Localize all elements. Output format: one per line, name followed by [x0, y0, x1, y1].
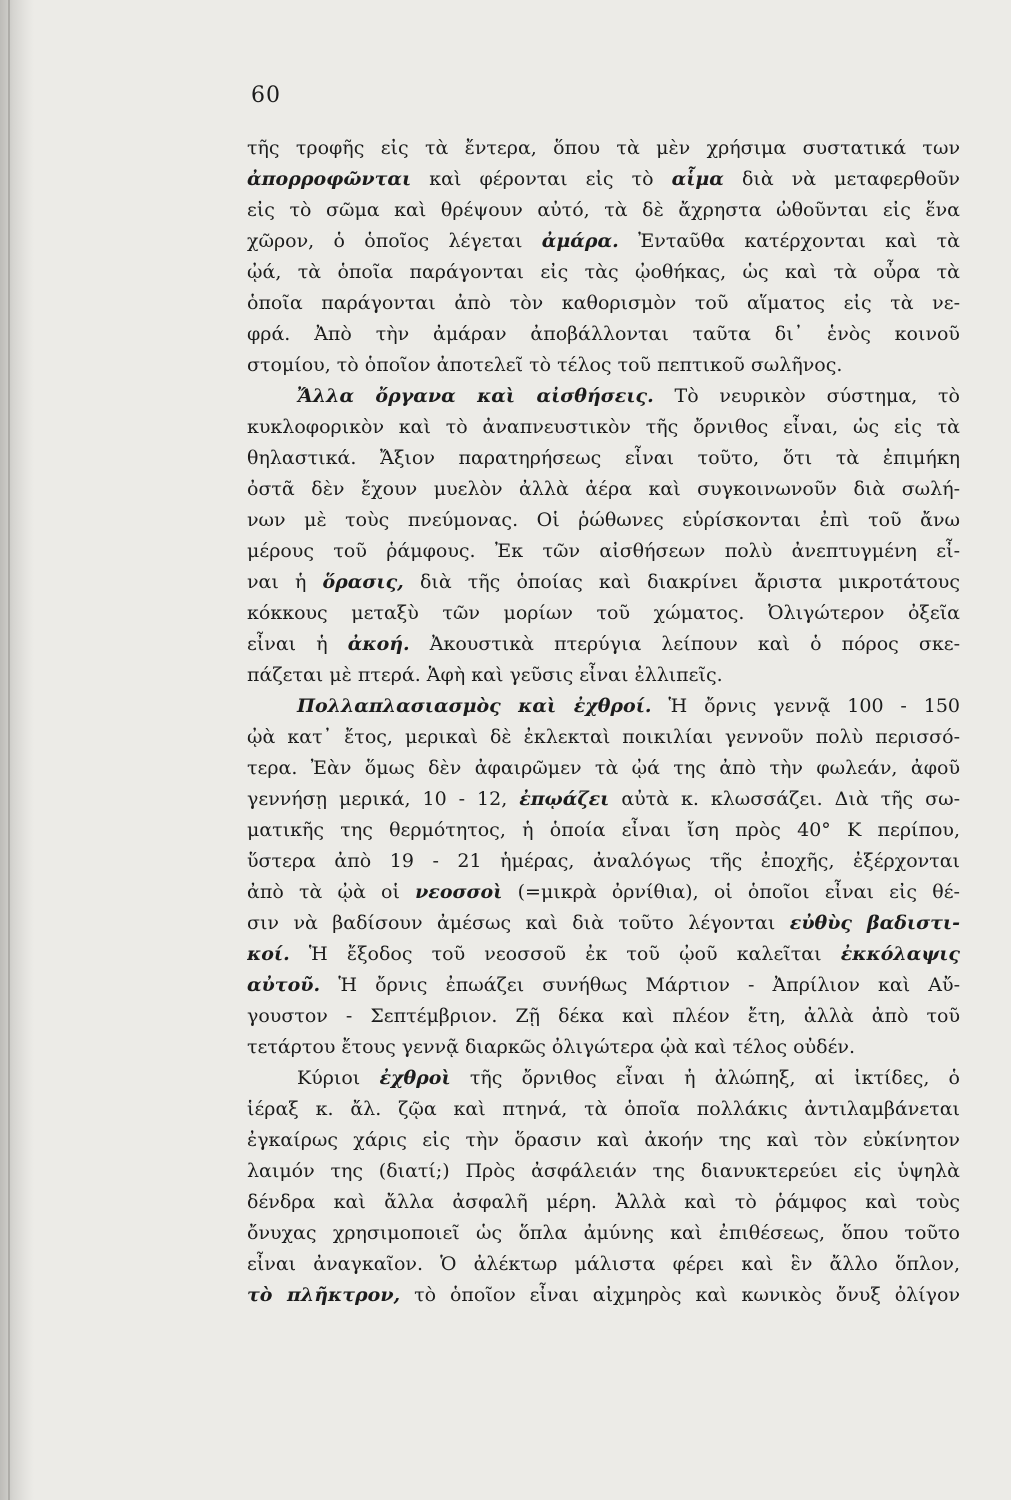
text-segment: Ἀκουστικὰ πτερύγια λείπουν καὶ ὁ πόρος σκε- [409, 633, 960, 655]
emphasized-term: ἀκοή. [347, 633, 410, 655]
text-segment: τῆς τροφῆς εἰς τὰ ἔντερα, ὅπου τὰ μὲν χρήσιμα συστατικά των [247, 137, 960, 159]
emphasized-term: ἐχθροὶ [379, 1067, 451, 1089]
text-segment: διὰ τῆς ὁποίας καὶ διακρίνει ἄριστα μικροτάτους [403, 571, 960, 593]
emphasized-term: ἀπορροφῶνται [247, 168, 412, 190]
text-line [247, 1094, 960, 1125]
text-segment: ᾠά, τὰ ὁποῖα παράγονται εἰς τὰς ᾠοθήκας, ὡς καὶ τὰ οὖρα τὰ [247, 261, 960, 283]
text-line [247, 970, 960, 1001]
text-segment: εἶναι ἀναγκαῖον. Ὁ ἀλέκτωρ μάλιστα φέρει καὶ ἓν ἄλλο ὅπλον, [247, 1253, 960, 1275]
text-segment: τερα. Ἐὰν ὅμως δὲν ἀφαιρῶμεν τὰ ᾠά της ἀπὸ τὴν φωλεάν, ἀφοῦ [247, 757, 960, 779]
page-body-text [247, 133, 960, 1311]
text-segment: καὶ φέρονται εἰς τὸ [411, 168, 672, 190]
text-line [247, 1156, 960, 1187]
text-segment: ματικῆς της θερμότητος, ἡ ὁποία εἶναι ἴση πρὸς 40° Κ περίπου, [247, 819, 960, 841]
text-segment: χῶρον, ὁ ὁποῖος λέγεται [247, 230, 542, 252]
text-segment: Ἡ ἔξοδος τοῦ νεοσσοῦ ἐκ τοῦ ᾠοῦ καλεῖται [289, 943, 841, 965]
emphasized-term: νεοσσοὶ [415, 881, 503, 903]
text-segment: ἀπὸ τὰ ᾠὰ οἱ [247, 881, 416, 903]
text-line [247, 133, 960, 164]
text-segment: αὐτὰ κ. κλωσσάζει. Διὰ τῆς σω- [609, 788, 960, 810]
text-segment: διὰ νὰ μεταφερθοῦν [723, 168, 960, 190]
text-line [247, 939, 960, 970]
text-line [247, 474, 960, 505]
text-segment: κυκλοφορικὸν καὶ τὸ ἀναπνευστικὸν τῆς ὄρνιθος εἶναι, ὡς εἰς τὰ [247, 416, 960, 438]
emphasized-term: ὅρασις, [322, 571, 404, 593]
text-line [247, 784, 960, 815]
text-segment: τὸ ὁποῖον εἶναι αἰχμηρὸς καὶ κωνικὸς ὄνυξ ὀλίγον [400, 1284, 960, 1306]
text-line [247, 877, 960, 908]
text-line [247, 567, 960, 598]
text-line [247, 1187, 960, 1218]
text-segment: δένδρα καὶ ἄλλα ἀσφαλῆ μέρη. Ἀλλὰ καὶ τὸ ῥάμφος καὶ τοὺς [247, 1191, 960, 1213]
text-line [247, 1125, 960, 1156]
emphasized-term: ἐκκόλαψις [840, 943, 960, 965]
text-segment: Κύριοι [297, 1067, 380, 1089]
emphasized-term: Ἄλλα ὄργανα καὶ αἰσθήσεις. [297, 385, 654, 407]
text-line [247, 412, 960, 443]
text-segment: νων μὲ τοὺς πνεύμονας. Οἱ ῥώθωνες εὑρίσκονται ἐπὶ τοῦ ἄνω [247, 509, 960, 531]
text-segment: ἐγκαίρως χάρις εἰς τὴν ὅρασιν καὶ ἀκοήν της καὶ τὸν εὐκίνητον [247, 1129, 960, 1151]
emphasized-term: αὐτοῦ. [247, 974, 321, 996]
text-segment: τῆς ὄρνιθος εἶναι ἡ ἀλώπηξ, αἱ ἰκτίδες, ὁ [450, 1067, 960, 1089]
emphasized-term: εὐθὺς βαδιστι- [789, 912, 960, 934]
text-line [247, 350, 960, 381]
text-line [247, 1001, 960, 1032]
text-segment: σιν νὰ βαδίσουν ἀμέσως καὶ διὰ τοῦτο λέγονται [247, 912, 790, 934]
text-segment: λαιμόν της (διατί;) Πρὸς ἀσφάλειάν της διανυκτερεύει εἰς ὑψηλὰ [247, 1160, 960, 1182]
text-line [247, 288, 960, 319]
text-segment: ὄνυχας χρησιμοποιεῖ ὡς ὅπλα ἀμύνης καὶ ἐπιθέσεως, ὅπου τοῦτο [247, 1222, 960, 1244]
emphasized-term: Πολλαπλασιασμὸς καὶ ἐχθροί. [297, 695, 652, 717]
text-line [247, 1063, 960, 1094]
text-segment: Ἐνταῦθα κατέρχονται καὶ τὰ [618, 230, 960, 252]
text-segment: ὁποῖα παράγονται ἀπὸ τὸν καθορισμὸν τοῦ αἵματος εἰς τὰ νε- [247, 292, 960, 314]
book-binding-shadow [0, 0, 34, 1500]
emphasized-term: κοί. [247, 943, 290, 965]
text-line [247, 443, 960, 474]
emphasized-term: αἷμα [671, 168, 724, 190]
text-segment: εἰς τὸ σῶμα καὶ θρέψουν αὐτό, τὰ δὲ ἄχρηστα ὠθοῦνται εἰς ἕνα [247, 199, 960, 221]
text-line [247, 1280, 960, 1311]
text-line [247, 536, 960, 567]
text-segment: ὀστᾶ δὲν ἔχουν μυελὸν ἀλλὰ ἀέρα καὶ συγκοινωνοῦν διὰ σωλή- [247, 478, 960, 500]
text-line [247, 1249, 960, 1280]
text-line [247, 815, 960, 846]
text-segment: φρά. Ἀπὸ τὴν ἀμάραν ἀποβάλλονται ταῦτα δι᾿ ἑνὸς κοινοῦ [247, 323, 960, 345]
text-line [247, 598, 960, 629]
text-segment: γουστον - Σεπτέμβριον. Ζῇ δέκα καὶ πλέον ἔτη, ἀλλὰ ἀπὸ τοῦ [247, 1005, 960, 1027]
text-segment: τετάρτου ἔτους γεννᾷ διαρκῶς ὀλιγώτερα ᾠὰ καὶ τέλος οὐδέν. [247, 1036, 855, 1058]
text-segment: ὕστερα ἀπὸ 19 - 21 ἡμέρας, ἀναλόγως τῆς ἐποχῆς, ἐξέρχονται [247, 850, 960, 872]
emphasized-term: ἀμάρα. [541, 230, 619, 252]
emphasized-term: ἐπῳάζει [519, 788, 610, 810]
text-line [247, 195, 960, 226]
text-line [247, 722, 960, 753]
text-line [247, 226, 960, 257]
text-line [247, 753, 960, 784]
text-line [247, 908, 960, 939]
text-segment: κόκκους μεταξὺ τῶν μορίων τοῦ χώματος. Ὀλιγώτερον ὀξεῖα [247, 602, 960, 624]
page-number: 60 [251, 83, 281, 108]
text-segment: Τὸ νευρικὸν σύστημα, τὸ [653, 385, 960, 407]
text-line [247, 164, 960, 195]
text-line [247, 1218, 960, 1249]
text-line [247, 257, 960, 288]
text-segment: ᾠὰ κατ᾿ ἔτος, μερικαὶ δὲ ἐκλεκταὶ ποικιλίαι γεννοῦν πολὺ περισσό- [247, 726, 960, 748]
text-line [247, 691, 960, 722]
text-line [247, 319, 960, 350]
text-segment: Ἡ ὄρνις ἐπωάζει συνήθως Μάρτιον - Ἀπρίλιον καὶ Αὔ- [320, 974, 960, 996]
binding-edge [8, 0, 10, 1500]
text-segment: ἱέραξ κ. ἄλ. ζῷα καὶ πτηνά, τὰ ὁποῖα πολλάκις ἀντιλαμβάνεται [247, 1098, 960, 1120]
text-segment: ναι ἡ [247, 571, 323, 593]
text-segment: στομίου, τὸ ὁποῖον ἀποτελεῖ τὸ τέλος τοῦ πεπτικοῦ σωλῆνος. [247, 354, 843, 376]
text-segment: εἶναι ἡ [247, 633, 348, 655]
text-segment: (=μικρὰ ὀρνίθια), οἱ ὁποῖοι εἶναι εἰς θέ- [502, 881, 960, 903]
text-segment: Ἡ ὄρνις γεννᾷ 100 - 150 [651, 695, 960, 717]
text-segment: μέρους τοῦ ῥάμφους. Ἐκ τῶν αἰσθήσεων πολὺ ἀνεπτυγμένη εἶ- [247, 540, 960, 562]
text-segment: γεννήσῃ μερικά, 10 - 12, [247, 788, 520, 810]
text-segment: θηλαστικά. Ἄξιον παρατηρήσεως εἶναι τοῦτο, ὅτι τὰ ἐπιμήκη [247, 447, 960, 469]
text-line [247, 505, 960, 536]
text-line [247, 846, 960, 877]
text-segment: πάζεται μὲ πτερά. Ἁφὴ καὶ γεῦσις εἶναι ἐλλιπεῖς. [247, 664, 723, 686]
text-line [247, 660, 960, 691]
emphasized-term: τὸ πλῆκτρον, [247, 1284, 401, 1306]
text-line [247, 381, 960, 412]
text-line [247, 1032, 960, 1063]
text-line [247, 629, 960, 660]
